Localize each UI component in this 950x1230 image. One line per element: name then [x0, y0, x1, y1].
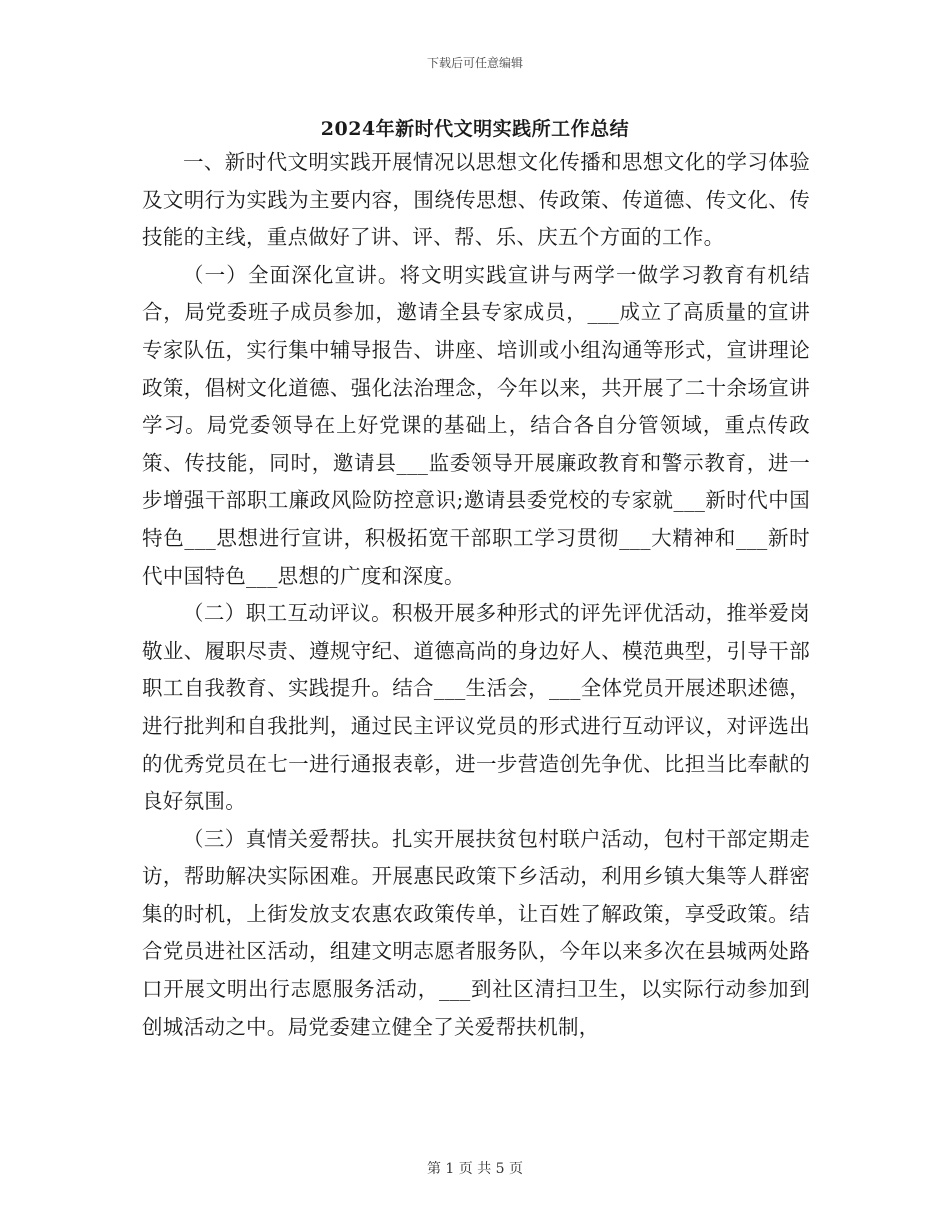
paragraph-section-1: （一）全面深化宣讲。将文明实践宣讲与两学一做学习教育有机结合，局党委班子成员参加，邀请全县专家成员，___成立了高质量的宣讲专家队伍，实行集中辅导报告、讲座、培训或小组沟通等形式，宣讲理论政策，倡树文化道德、强化法治理念，今年以来，共开展了二十余场宣讲学习。局党委领导在上好党课的基础上，结合各自分管领域，重点传政策、传技能，同时，邀请县___监委领导开展廉政教育和警示教育，进一步增强干部职工廉政风险防控意识;邀请县委党校的专家就___新时代中国特色___思想进行宣讲，积极拓宽干部职工学习贯彻___大精神和___新时代中国特色___思想的广度和深度。: [142, 262, 810, 588]
paragraph-section-3: （三）真情关爱帮扶。扎实开展扶贫包村联户活动，包村干部定期走访，帮助解决实际困难。开展惠民政策下乡活动，利用乡镇大集等人群密集的时机，上街发放支农惠农政策传单，让百姓了解政策，享受政策。结合党员进社区活动，组建文明志愿者服务队，今年以来多次在县城两处路口开展文明出行志愿服务活动，___到社区清扫卫生，以实际行动参加到创城活动之中。局党委建立健全了关爱帮扶机制，: [142, 826, 810, 1039]
paragraph-overview: 一、新时代文明实践开展情况以思想文化传播和思想文化的学习体验及文明行为实践为主要内容，围绕传思想、传政策、传道德、传文化、传技能的主线，重点做好了讲、评、帮、乐、庆五个方面的工作。: [142, 150, 810, 250]
paragraph-section-2: （二）职工互动评议。积极开展多种形式的评先评优活动，推举爱岗敬业、履职尽责、遵规守纪、道德高尚的身边好人、模范典型，引导干部职工自我教育、实践提升。结合___生活会，___全体党员开展述职述德，进行批判和自我批判，通过民主评议党员的形式进行互动评议，对评选出的优秀党员在七一进行通报表彰，进一步营造创先争优、比担当比奉献的良好氛围。: [142, 601, 810, 814]
document-title: 2024年新时代文明实践所工作总结: [320, 118, 630, 140]
page-header-note: 下载后可任意编辑: [426, 56, 523, 70]
page-number: 第 1 页 共 5 页: [426, 1161, 524, 1177]
document-body: [142, 144, 810, 1046]
